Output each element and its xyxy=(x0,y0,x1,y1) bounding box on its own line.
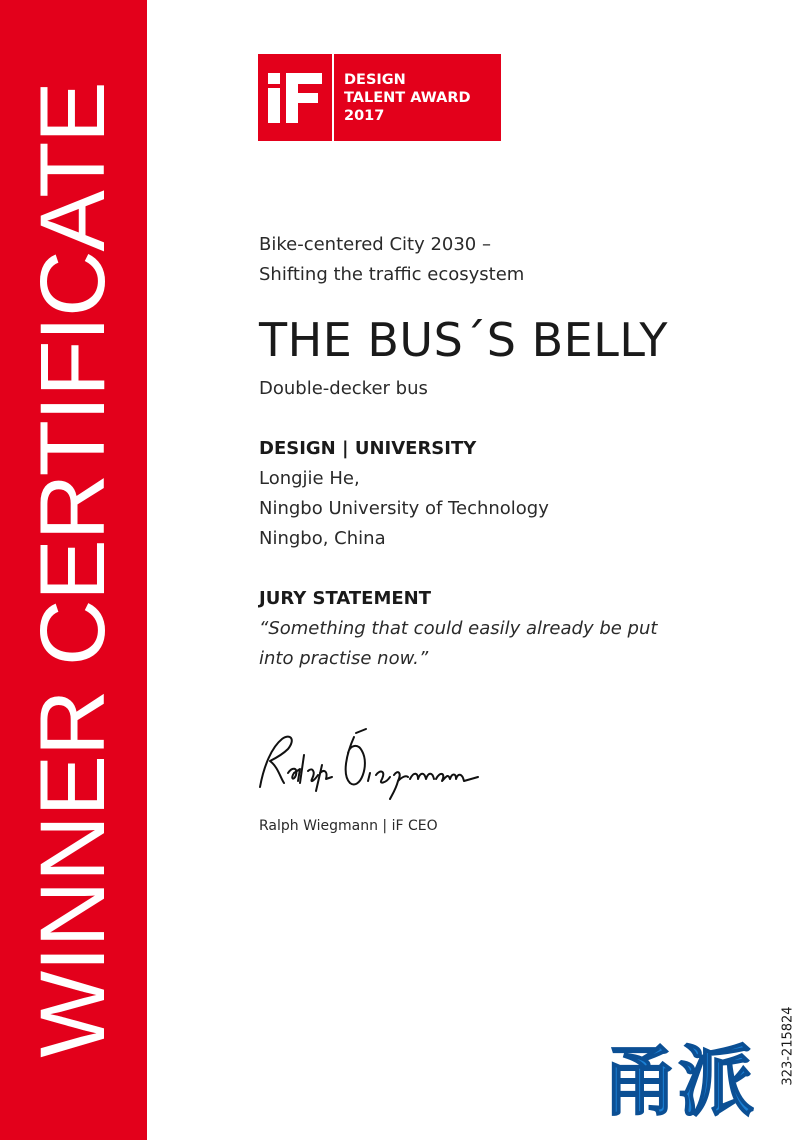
winner-certificate-label: WINNER CERTIFICATE xyxy=(22,82,124,1058)
design-university-heading: DESIGN | UNIVERSITY xyxy=(259,438,477,459)
project-title: THE BUS´S BELLY xyxy=(259,313,668,367)
jury-statement-heading: JURY STATEMENT xyxy=(259,588,431,609)
red-side-band xyxy=(0,0,147,1140)
jury-statement-line-2: into practise now.” xyxy=(259,648,429,669)
award-line-talent-award: TALENT AWARD xyxy=(344,89,471,106)
signature-image xyxy=(250,725,480,800)
watermark-text: 甬派 xyxy=(602,1037,754,1126)
certificate-id: 323-215824 xyxy=(780,1006,796,1086)
project-subtitle xyxy=(259,230,524,290)
if-logo-icon xyxy=(264,67,326,129)
project-description: Double-decker bus xyxy=(259,378,428,399)
if-design-talent-award-logo xyxy=(258,54,501,141)
signer-caption: Ralph Wiegmann | iF CEO xyxy=(259,818,438,834)
subtitle-line-1: Bike-centered City 2030 – xyxy=(259,234,491,255)
subtitle-line-2: Shifting the traffic ecosystem xyxy=(259,264,525,285)
designer-name: Longjie He, xyxy=(259,468,360,489)
designer-info xyxy=(259,464,549,554)
award-line-year: 2017 xyxy=(344,107,385,124)
award-name xyxy=(334,71,471,125)
jury-statement xyxy=(259,614,657,674)
jury-statement-line-1: “Something that could easily already be put xyxy=(259,618,658,639)
if-logo-mark xyxy=(258,54,334,141)
designer-location: Ningbo, China xyxy=(259,528,386,549)
university-name: Ningbo University of Technology xyxy=(259,498,549,519)
yongpai-watermark-logo xyxy=(600,1028,770,1128)
award-line-design: DESIGN xyxy=(344,71,406,88)
